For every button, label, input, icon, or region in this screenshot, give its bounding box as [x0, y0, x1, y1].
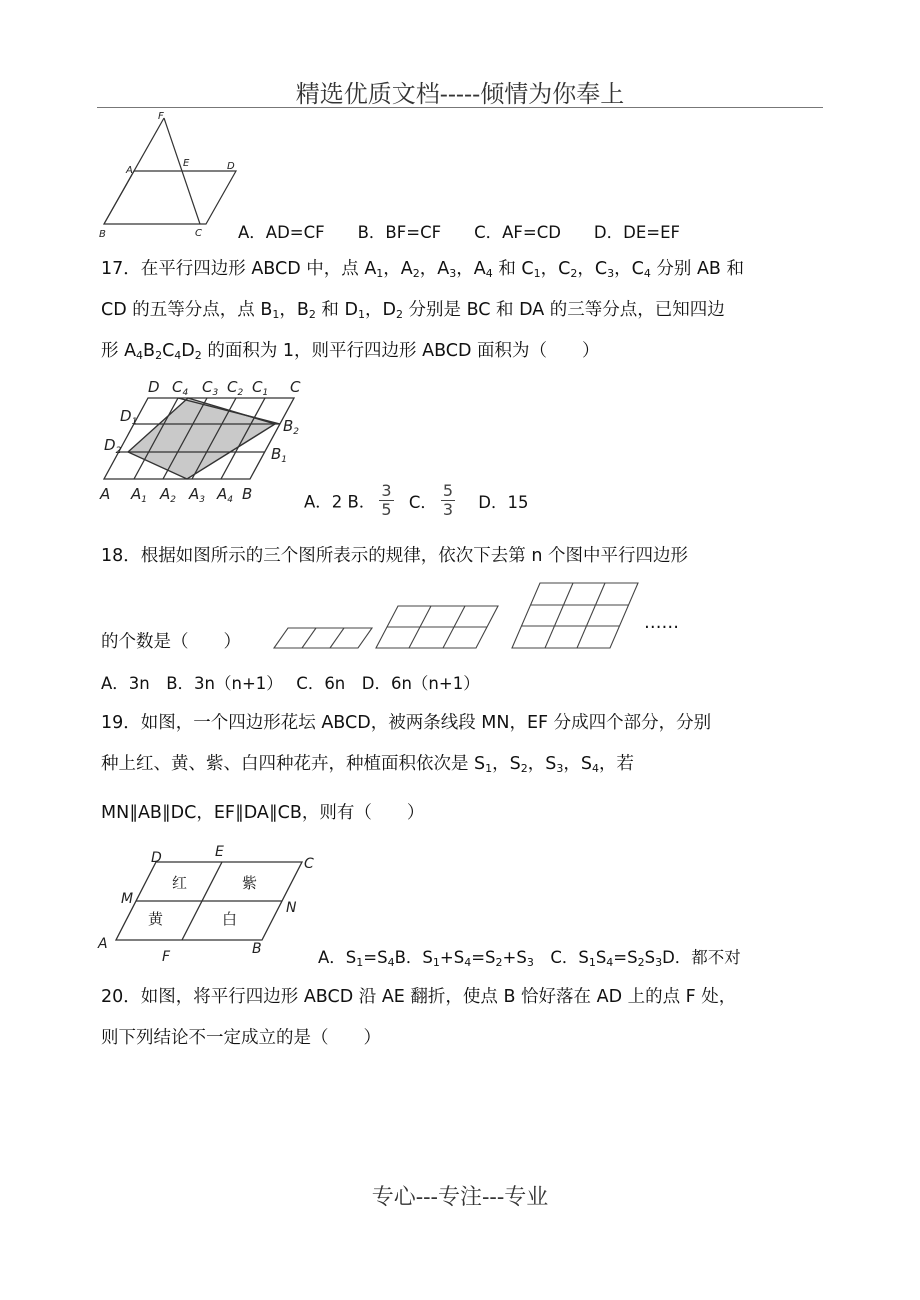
q17-line3: 形 $A_4B_2C_4D_2$ 的面积为 1，则平行四边形 ABCD 面积为（ ）: [101, 341, 600, 362]
q16-label-d: D: [227, 161, 235, 172]
q19-label-c: C: [304, 856, 314, 872]
q19-label-b: B: [252, 941, 262, 957]
q17-label-c: C: [290, 378, 301, 396]
svg-text:A1: $A_1$: [131, 485, 147, 505]
q17-line2: CD 的五等分点，点 $B_1$，$B_2$ 和 $D_1$，$D_2$ 分别是 BC 和 DA 的三等分点，已知四边: [101, 300, 725, 321]
q16-label-c: C: [195, 228, 202, 239]
svg-text:A2: $A_2$: [160, 485, 176, 505]
svg-text:C1: $C_1$: [252, 378, 269, 398]
svg-text:C3: $C_3$: [202, 378, 219, 398]
q19-figure: [96, 840, 326, 965]
q16-options: A．AD=CF B．BF=CF C．AF=CD D．DE=EF: [238, 223, 681, 242]
q19-region-white: 白: [222, 910, 238, 928]
q19-label-d: D: [151, 850, 162, 866]
q16-parallelogram: [104, 171, 236, 224]
header-rule: [97, 107, 823, 108]
q19-label-f: F: [162, 949, 171, 965]
q18-options: A．3n B．3n（n+1） C．6n D．6n（n+1）: [101, 674, 480, 693]
svg-text:D2: $D_2$: [104, 436, 122, 456]
q18-line1: 18．根据如图所示的三个图所表示的规律，依次下去第 n 个图中平行四边形: [101, 546, 688, 566]
q19-label-m: M: [121, 891, 134, 907]
svg-text:C4: $C_4$: [172, 378, 189, 398]
q19-region-purple: 紫: [242, 874, 258, 892]
q16-label-a: A: [126, 165, 133, 176]
q17-label-a: A: [100, 485, 111, 503]
q19-region-yellow: 黄: [148, 910, 164, 928]
q17-shaded-quad-fill: [128, 398, 275, 479]
q16-label-b: B: [99, 229, 106, 240]
page-header: 精选优质文档-----倾情为你奉上: [295, 80, 625, 108]
q17-line1: 17．在平行四边形 ABCD 中，点 $A_1$，$A_2$，$A_3$，$A_4$ 和 $C_1$，$C_2$，$C_3$，$C_4$ 分别 AB 和: [101, 259, 744, 280]
q17-label-d: D: [148, 378, 160, 396]
q16-label-e: E: [183, 158, 190, 169]
q19-line1: 19．如图，一个四边形花坛 ABCD，被两条线段 MN，EF 分成四个部分，分别: [101, 713, 712, 733]
q17-figure: [98, 375, 308, 510]
svg-text:D1: $D_1$: [120, 407, 138, 427]
svg-text:A4: $A_4$: [217, 485, 233, 505]
q20-line2: 则下列结论不一定成立的是（ ）: [101, 1028, 381, 1048]
svg-text:B2: $B_2$: [283, 417, 300, 437]
q19-region-red: 红: [172, 874, 188, 892]
q17-label-b: B: [242, 485, 253, 503]
q18-figures: [268, 578, 648, 650]
q18-ellipsis: ……: [644, 613, 679, 633]
q17-frac-c: $\frac{5}{3}$: [442, 481, 454, 519]
q17-frac-b: $\frac{3}{5}$: [381, 481, 392, 519]
svg-text:B1: $B_1$: [271, 445, 288, 465]
q19-line2: 种上红、黄、紫、白四种花卉，种植面积依次是 $S_1$，$S_2$，$S_3$，$S_4$，若: [101, 754, 634, 775]
q19-label-n: N: [286, 900, 297, 916]
svg-text:C2: $C_2$: [227, 378, 244, 398]
q19-label-a: A: [98, 936, 108, 952]
q19-label-e: E: [215, 844, 224, 860]
page-footer: 专心---专注---专业: [371, 1185, 549, 1210]
q19-options: A．$S_1=S_4B$．$S_1+S_4=S_2+S_3$ C．$S_1S_4=S_2S_3D$．都不对: [318, 948, 741, 969]
q20-line1: 20．如图，将平行四边形 ABCD 沿 AE 翻折，使点 B 恰好落在 AD 上的点 F 处，: [101, 987, 737, 1007]
q17-options: A．2 B． $\frac{3}{5}$ C． $\frac{5}{3}$ D．15: [304, 481, 529, 519]
svg-text:A3: $A_3$: [189, 485, 205, 505]
q16-label-f: F: [158, 111, 164, 122]
q16-figure: [96, 110, 246, 240]
q19-line3: MN∥AB∥DC，EF∥DA∥CB，则有（ ）: [101, 803, 425, 823]
q18-line2: 的个数是（ ）: [101, 632, 241, 652]
